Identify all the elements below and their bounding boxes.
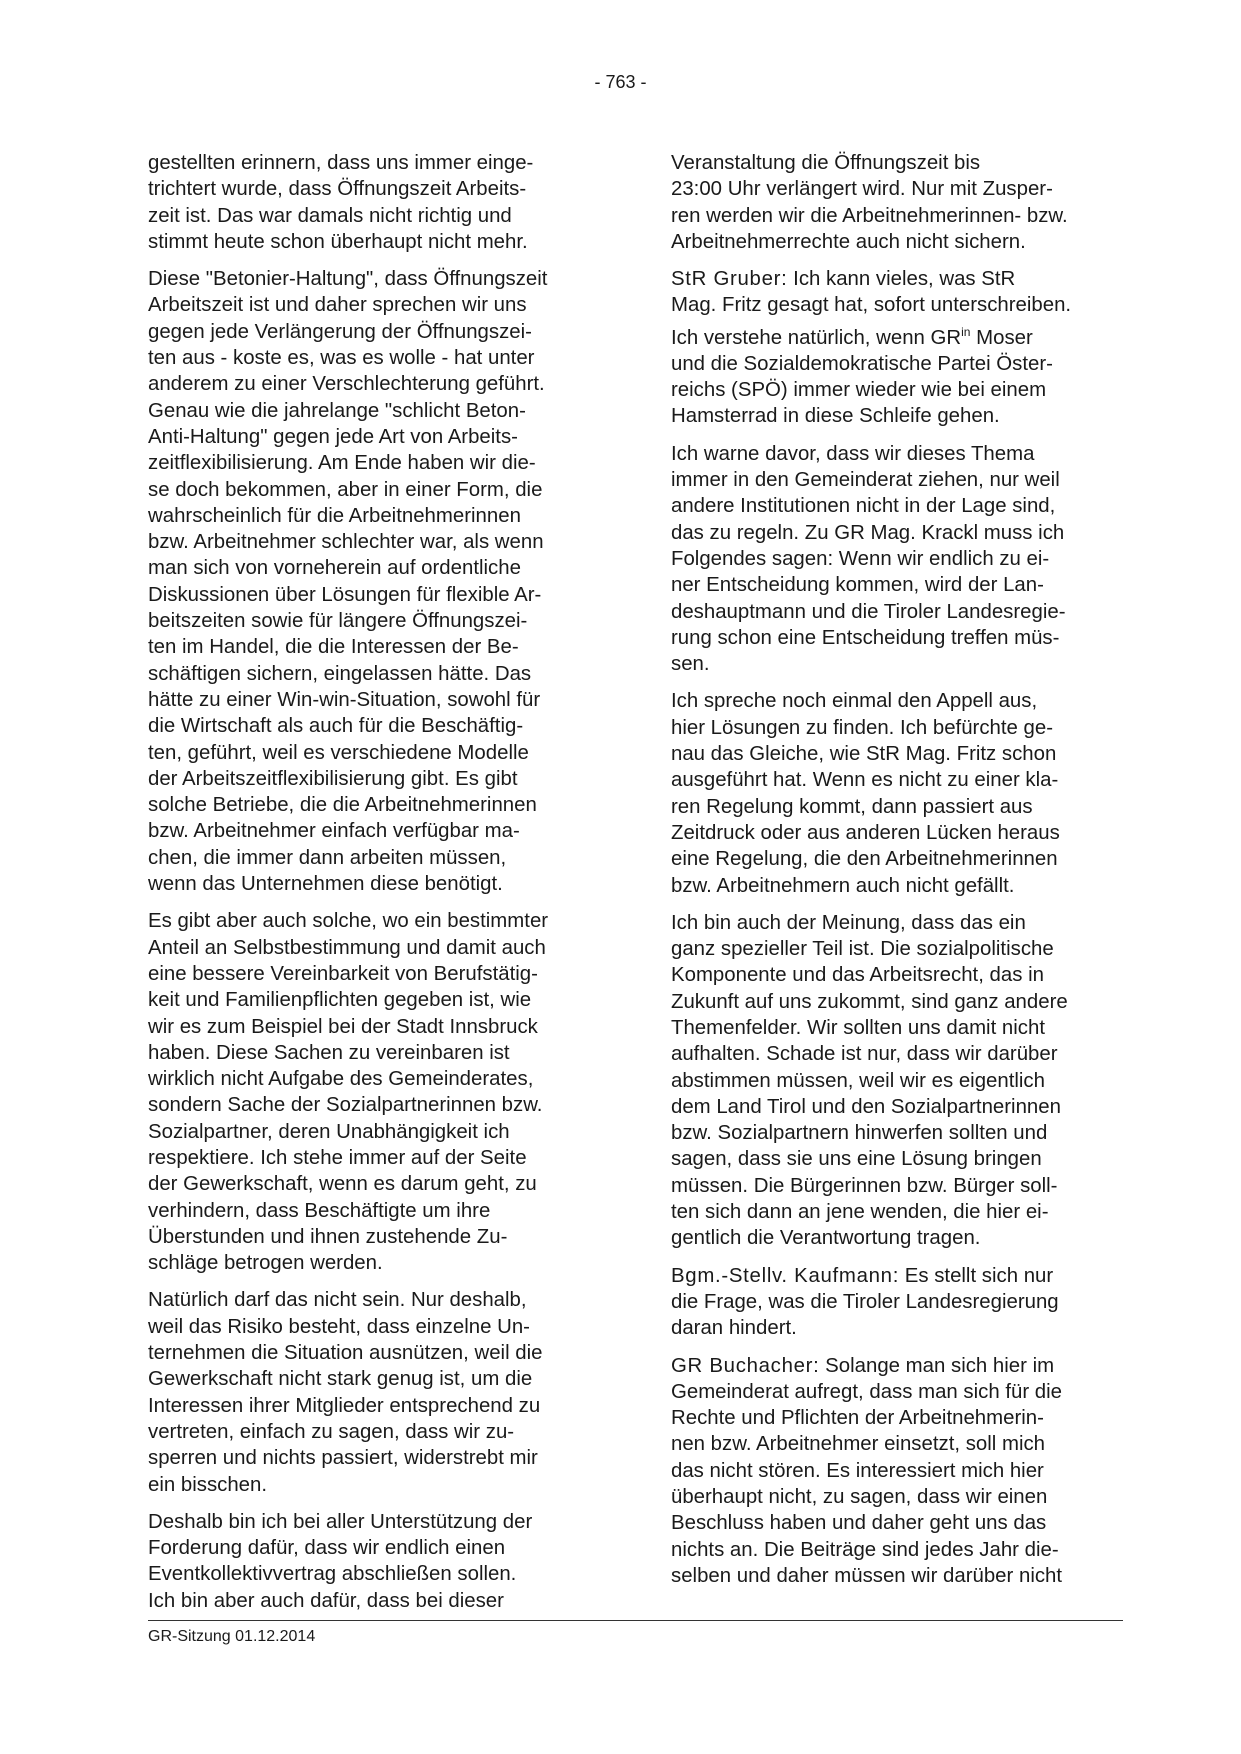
footer-divider	[148, 1620, 1123, 1621]
paragraph-buchacher	[671, 1353, 1137, 1590]
superscript: in	[961, 324, 971, 339]
paragraph: Ich bin auch der Meinung, dass das ein ganz spezieller Teil ist. Die sozialpolitische Komponente und das Arbeitsrecht, das in Zukunft auf uns zukommt, sind ganz andere Themenfelder. Wir sollten uns damit nicht aufhalten. Schade ist nur, dass wir darüber abstimmen müssen, weil wir es eigentlich dem Land Tirol und den Sozialpartnerinnen bzw. Sozialpartnern hinwerfen sollten und sagen, dass sie uns eine Lösung bringen müssen. Die Bürgerinnen bzw. Bürger soll- ten sich dann an jene wenden, die hier ei- gentlich die Verantwortung tragen.	[671, 911, 1068, 1250]
speech-text: Solange man sich hier im Gemeinderat aufregt, dass man sich für die Rechte und Pflichten der Arbeitnehmerin- nen bzw. Arbeitnehmer einsetzt, soll mich das nicht stören. Es interessiert mich hier überhaupt nicht, zu sagen, dass wir einen Beschluss haben und daher geht uns das nichts an. Die Beiträge sind jedes Jahr die- selben und daher müssen wir darüber nicht	[671, 1354, 1063, 1587]
paragraph: Es gibt aber auch solche, wo ein bestimmter Anteil an Selbstbestimmung und damit auch eine bessere Vereinbarkeit von Berufstätig- keit und Familienpflichten gegeben ist, wie wir es zum Beispiel bei der Stadt Innsbruck haben. Diese Sachen zu vereinbaren ist wirklich nicht Aufgabe des Gemeinderates, sondern Sache der Sozialpartnerinnen bzw. Sozialpartner, deren Unabhängigkeit ich respektiere. Ich stehe immer auf der Seite der Gewerkschaft, wenn es darum geht, zu verhindern, dass Beschäftigte um ihre Überstunden und ihnen zustehende Zu- schläge betrogen werden.	[148, 910, 549, 1275]
paragraph: Ich spreche noch einmal den Appell aus, hier Lösungen zu finden. Ich befürchte ge- nau das Gleiche, wie StR Mag. Fritz schon ausgeführt hat. Wenn es nicht zu einer kla- ren Regelung kommt, dann passiert aus Zeitdruck oder aus anderen Lücken heraus eine Regelung, die den Arbeitnehmerinnen bzw. Arbeitnehmern auch nicht gefällt.	[671, 690, 1060, 897]
paragraph: gestellten erinnern, dass uns immer einge- trichtert wurde, dass Öffnungszeit Arbeits- zeit ist. Das war damals nicht richtig und stimmt heute schon überhaupt nicht mehr.	[148, 152, 534, 253]
speech-text: Ich kann vieles, was StR Mag. Fritz gesagt hat, sofort unterschreiben. Ich verstehe natürlich, wenn GR	[671, 268, 1072, 349]
paragraph-kaufmann	[671, 1263, 1137, 1342]
paragraph: Veranstaltung die Öffnungszeit bis 23:00 Uhr verlängert wird. Nur mit Zusper- ren werden wir die Arbeitnehmerinnen- bzw. Arbeitnehmerrechte auch nicht sichern.	[671, 152, 1068, 253]
left-column	[148, 150, 600, 1625]
speech-text: Moser und die Sozialdemokratische Partei Öster- reichs (SPÖ) immer wieder wie bei einem Hamsterrad in diese Schleife gehen.	[671, 326, 1053, 428]
paragraph: Natürlich darf das nicht sein. Nur deshalb, weil das Risiko besteht, dass einzelne Un- ternehmen die Situation ausnützen, weil die Gewerkschaft nicht stark genug ist, um die Interessen ihrer Mitglieder entsprechend zu vertreten, einfach zu sagen, dass wir zu- sperren und nichts passiert, widerstrebt mir ein bisschen.	[148, 1289, 543, 1496]
speaker-name: StR Gruber:	[671, 268, 788, 291]
speech-text: Es stellt sich nur die Frage, was die Tiroler Landesregierung daran hindert.	[671, 1264, 1059, 1340]
speaker-name: GR Buchacher:	[671, 1354, 820, 1377]
paragraph-gruber	[671, 266, 1137, 430]
speaker-name: Bgm.-Stellv. Kaufmann:	[671, 1264, 900, 1287]
page-number: - 763 -	[594, 72, 647, 92]
paragraph: Deshalb bin ich bei aller Unterstützung der Forderung dafür, dass wir endlich einen Eventkollektivvertrag abschließen sollen. Ich bin aber auch dafür, dass bei dieser	[148, 1510, 533, 1612]
paragraph: Ich warne davor, dass wir dieses Thema immer in den Gemeinderat ziehen, nur weil andere Institutionen nicht in der Lage sind, das zu regeln. Zu GR Mag. Krackl muss ich Folgendes sagen: Wenn wir endlich zu ei- ner Entscheidung kommen, wird der Lan- deshauptmann und die Tiroler Landesregie- rung schon eine Entscheidung treffen müs- sen.	[671, 442, 1066, 676]
paragraph: Diese "Betonier-Haltung", dass Öffnungszeit Arbeitszeit ist und daher sprechen wir uns gegen jede Verlängerung der Öffnungszei- ten aus - koste es, was es wolle - hat unter anderem zu einer Verschlechterung geführt. Genau wie die jahrelange "schlicht Beton- Anti-Haltung" gegen jede Art von Arbeits- zeitflexibilisierung. Am Ende haben wir die- se doch bekommen, aber in einer Form, die wahrscheinlich für die Arbeitnehmerinnen bzw. Arbeitnehmer schlechter war, als wenn man sich von vorneherein auf ordentliche Diskussionen über Lösungen für flexible Ar- beitszeiten sowie für längere Öffnungszei- ten im Handel, die die Interessen der Be- schäftigen sichern, eingelassen hätte. Das hätte zu einer Win-win-Situation, sowohl für die Wirtschaft als auch für die Beschäftig- ten, geführt, weil es verschiedene Modelle der Arbeitszeitflexibilisierung gibt. Es gibt solche Betriebe, die die Arbeitnehmerinnen bzw. Arbeitnehmer einfach verfügbar ma- chen, die immer dann arbeiten müssen, wenn das Unternehmen diese benötigt.	[148, 268, 548, 896]
right-column	[671, 150, 1137, 1600]
footer-text: GR-Sitzung 01.12.2014	[148, 1628, 316, 1645]
